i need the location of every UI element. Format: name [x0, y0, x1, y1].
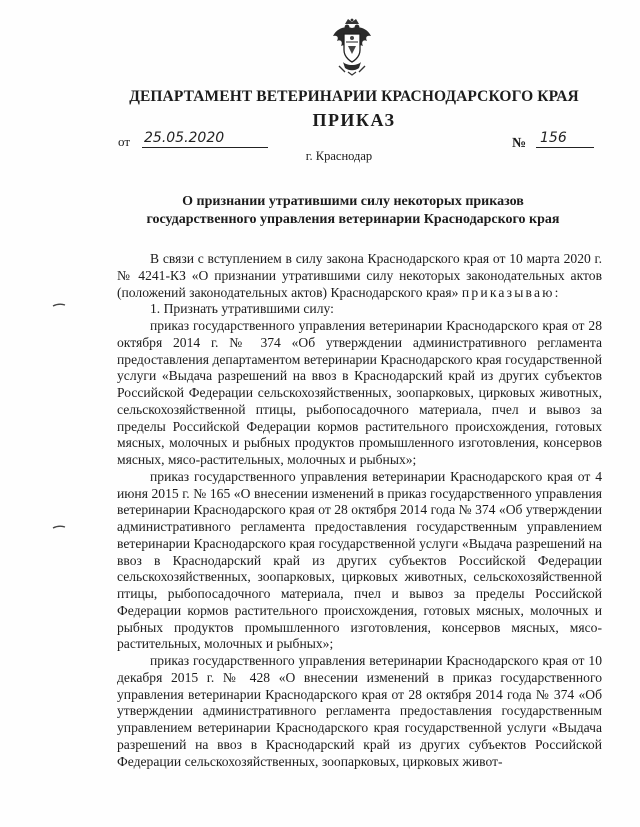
order-number: 156	[536, 130, 594, 148]
order-title-line-2: государственного управления ветеринарии Краснодарского края	[146, 212, 560, 227]
order-title	[0, 193, 640, 229]
date-label: от	[118, 134, 131, 149]
number-label: №	[512, 136, 527, 151]
order-date: 25.05.2020	[142, 130, 268, 148]
coat-of-arms-icon	[331, 18, 373, 76]
margin-mark	[52, 524, 66, 530]
city: г. Краснодар	[305, 149, 373, 163]
repealed-order-paragraph-1: приказ государственного управления ветеринарии Краснодарского края от 28 октября 2014 г. № 374 «Об утверждении административного регламента предоставления департаментом ветеринарии Краснодарского края государственной услуги «Выдача разрешений на ввоз в Краснодарский край из других субъектов Российской Федерации сельскохозяйственных, зоопарковых, цирковых животных, сельскохозяйственной птицы, рыбопосадочного материала, пчел и вывоз за пределы Российской Федерации кормов растительного происхождения, готовых мясных, молочных и рыбных продуктов промышленного изготовления, консервов мясных, мясо-растительных, молочных и рыбных»;	[117, 318, 602, 467]
intro-text: В связи с вступлением в силу закона Краснодарского края от 10 марта 2020 г. № 4241-КЗ «О признании утратившими силу некоторых законодательных актов (положений законодательных актов) Краснодарского края»	[117, 251, 602, 300]
item-1: 1. Признать утратившими силу:	[150, 301, 334, 317]
margin-mark	[52, 302, 66, 308]
department-name: ДЕПАРТАМЕНТ ВЕТЕРИНАРИИ КРАСНОДАРСКОГО КРАЯ	[129, 88, 579, 105]
order-body	[117, 251, 602, 770]
repealed-order-paragraph-2: приказ государственного управления ветеринарии Краснодарского края от 4 июня 2015 г. № 165 «О внесении изменений в приказ государственного управления ветеринарии Краснодарского края от 28 октября 2014 года № 374 «Об утверждении административного регламента предоставления государственным управлением ветеринарии Краснодарского края государственной услуги «Выдача разрешений на ввоз в Краснодарский край из других субъектов Российской Федерации сельскохозяйственных, зоопарковых, цирковых животных, сельскохозяйственной птицы, рыбопосадочного материала, пчел и вывоз за пределы Российской Федерации кормов растительного происхождения, готовых мясных, молочных и рыбных продуктов промышленного изготовления, консервов мясных, мясо-растительных, молочных и рыбных»;	[117, 468, 602, 652]
order-title-line-1: О признании утратившими силу некоторых приказов	[182, 194, 524, 209]
command-word: приказываю:	[461, 284, 561, 300]
document-type: ПРИКАЗ	[312, 110, 396, 130]
repealed-order-paragraph-3: приказ государственного управления ветеринарии Краснодарского края от 10 декабря 2015 г. № 428 «О внесении изменений в приказ государственного управления ветеринарии Краснодарского края от 28 октября 2014 года № 374 «Об утверждении административного регламента предоставления государственным управлением ветеринарии Краснодарского края государственной услуги «Выдача разрешений на ввоз в Краснодарский край из других субъектов Российской Федерации сельскохозяйственных, зоопарковых, цирковых живот-	[117, 653, 602, 769]
intro-paragraph	[117, 251, 602, 301]
